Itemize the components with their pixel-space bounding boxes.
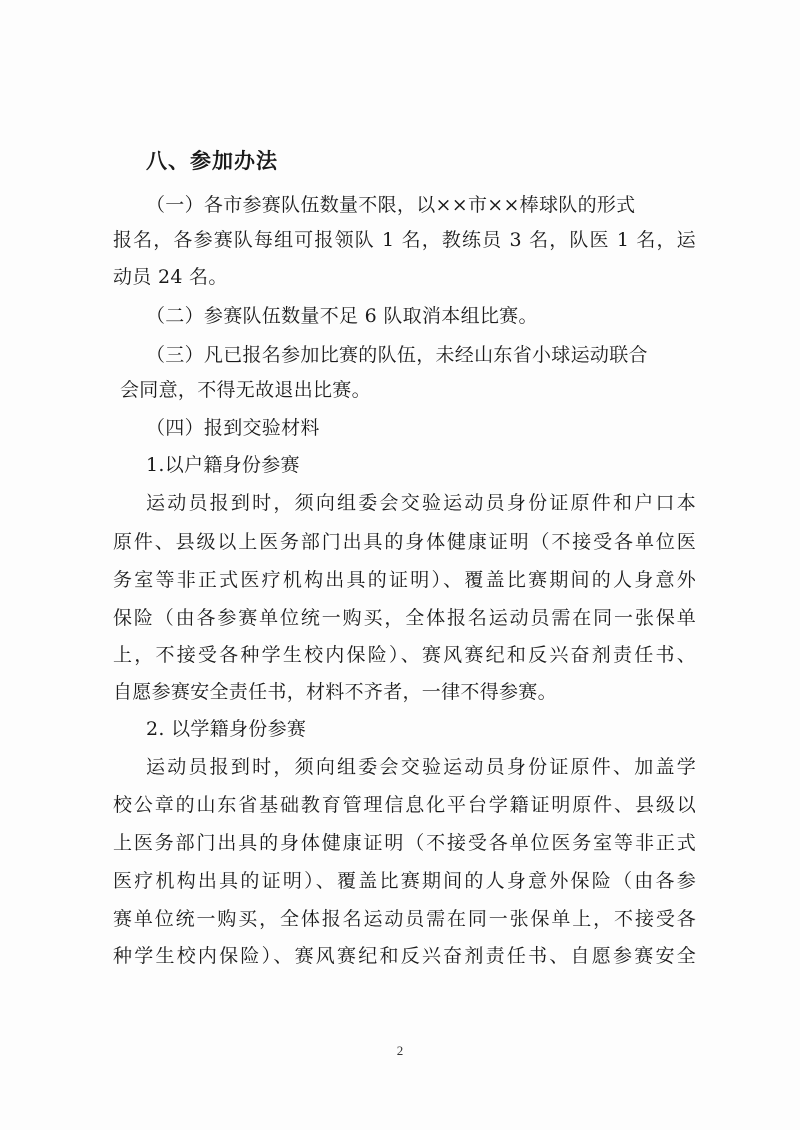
paragraph-8-line-5: 赛单位统一购买，全体报名运动员需在同一张保单上，不接受各 — [113, 908, 696, 930]
paragraph-1-line-1: （一）各市参赛队伍数量不限，以××市××棒球队的形式 — [146, 194, 636, 216]
paragraph-7-line-1: 2. 以学籍身份参赛 — [146, 718, 307, 740]
paragraph-8-line-6: 种学生校内保险）、赛风赛纪和反兴奋剂责任书、自愿参赛安全 — [113, 945, 696, 967]
paragraph-6-line-1: 运动员报到时，须向组委会交验运动员身份证原件和户口本 — [146, 492, 696, 514]
paragraph-6-line-4: 保险（由各参赛单位统一购买，全体报名运动员需在同一张保单 — [113, 607, 696, 629]
paragraph-4-line-1: （四）报到交验材料 — [146, 417, 320, 439]
paragraph-1-line-3: 动员 24 名。 — [113, 266, 228, 288]
paragraph-6-line-6: 自愿参赛安全责任书，材料不齐者，一律不得参赛。 — [113, 681, 557, 703]
paragraph-1-line-2: 报名，各参赛队每组可报领队 1 名，教练员 3 名，队医 1 名，运 — [113, 229, 696, 251]
paragraph-2-line-1: （二）参赛队伍数量不足 6 队取消本组比赛。 — [146, 305, 538, 327]
paragraph-3-line-2: 会同意，不得无故退出比赛。 — [120, 379, 371, 401]
paragraph-8-line-3: 上医务部门出具的身体健康证明（不接受各单位医务室等非正式 — [113, 832, 696, 854]
paragraph-5-line-1: 1.以户籍身份参赛 — [146, 454, 300, 476]
section-heading: 八、参加办法 — [146, 148, 278, 173]
paragraph-8-line-1: 运动员报到时，须向组委会交验运动员身份证原件、加盖学 — [146, 756, 696, 778]
paragraph-6-line-3: 务室等非正式医疗机构出具的证明）、覆盖比赛期间的人身意外 — [113, 569, 696, 591]
paragraph-6-line-5: 上，不接受各种学生校内保险）、赛风赛纪和反兴奋剂责任书、 — [113, 644, 696, 666]
paragraph-8-line-4: 医疗机构出具的证明）、覆盖比赛期间的人身意外保险（由各参 — [113, 870, 696, 892]
paragraph-8-line-2: 校公章的山东省基础教育管理信息化平台学籍证明原件、县级以 — [113, 794, 696, 816]
paragraph-6-line-2: 原件、县级以上医务部门出具的身体健康证明（不接受各单位医 — [113, 531, 696, 553]
page-number: 2 — [396, 1043, 404, 1058]
paragraph-3-line-1: （三）凡已报名参加比赛的队伍，未经山东省小球运动联合 — [146, 344, 648, 366]
